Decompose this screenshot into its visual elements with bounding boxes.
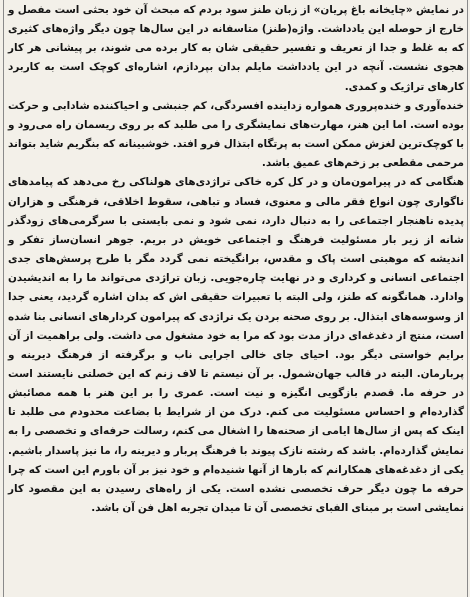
column-rule-left	[3, 0, 4, 597]
paragraph-3: هنگامی که در پیرامون‌مان و در کل کره خاکی تراژدی‌های هولناکی رخ می‌دهد که پیامدهای ناگواری چون انواع فقر مالی و معنوی، فساد و تباهی، سقوط اخلاقی، فرهنگی و هزاران پدیده ناهنجار اجتماعی را به دنبال دارد، نمی شود و نمی بایستی با سرگرمی‌های زودگذر شانه از زیر بار مسئولیت فرهنگ و اجتماعی خویش در بریم. جوهر انسان‌ساز تفکر و اندیشه که موهبتی است پاک و مقدس، برانگیخته نمی گردد مگر با طرح پرسش‌های جدی اجتماعی انسانی و کرداری و در نهایت چاره‌جویی. زبان تراژدی می‌تواند ما را به اندیشیدن وادارد. همانگونه که طنز، ولی البته با تعبیرات حقیقی اش که بدان اشاره گردید، یعنی جدا از وسوسه‌های ابتذال. بر روی صحنه بردن یک تراژدی که پیرامون کردارهای انسانی بنا شده است، منتج از دغدغه‌ای دراز مدت بود که مرا به خود مشغول می داشت. ولی براهمیت از آن برایم خواستی دیگر بود. احیای جای خالی اجرایی ناب و برگرفته از فرهنگ دیرینه و پربارمان. البته در قالب جهان‌شمول. بر آن نیستم تا لاف زنم که این خصلتی نایستند است در حرفه ما. قصدم بازگویی انگیزه و نیت است. عمری را بر این هنر با همه مصائبش گذارده‌ام و احساس مسئولیت می کنم. درک من از شرایط با بضاعت محدودم می طلبد تا اینک که پس از سال‌ها ایامی از صحنه‌ها را اشغال می کنم، رسالت حرفه‌ای و تخصصی را به نمایش گذارده‌ام. باشد که رشته نازک پیوند با فرهنگ پربار و دیرینه را، ما نیز پاسدار باشیم. یکی از دغدغه‌های همکارانم که بارها از آنها شنیده‌ام و خود نیز بر آن باورم این است که چرا حرفه ما چون دیگر حرف تخصصی نشده است. یکی از راه‌های رسیدن به این مقصود کار نمایشی است بر مبنای الفبای تخصصی آن تا میدان تجربه اهل فن آن باشد.	[8, 176, 464, 515]
paragraph-2: خنده‌آوری و خنده‌پروری همواره زداینده افسردگی، کم جنبشی و احیاکننده شادابی و حرکت بوده است. اما این هنر، مهارت‌های نمایشگری را می طلبد که بر روی ریسمان راه می‌رود و با کوچک‌ترین لغزش ممکن است به پرتگاه ابتذال فرو افتد. خوشبینانه که بنگریم شاید بتواند مرحمی مقطعی بر زخم‌های عمیق باشد.	[8, 99, 464, 170]
article-body	[8, 1, 464, 518]
paragraph-1: در نمایش «چایخانه باغ پریان» از زبان طنز سود بردم که مبحث آن خود بحثی است مفصل و خارج از حوصله این یادداشت. واژه(طنز) متاسفانه در این سال‌ها چون دیگر واژه‌های کثیری که به غلط و جدا از تعریف و تفسیر حقیقی شان به کار برده می شوند، بر پیشانی هر کار هجوی نشست. آنچه در این یادداشت مایلم بدان بپردازم، اشاره‌ای کوچک است به کاربرد کارهای تراژیک و کمدی.	[8, 4, 464, 93]
column-rule-right	[467, 0, 468, 597]
